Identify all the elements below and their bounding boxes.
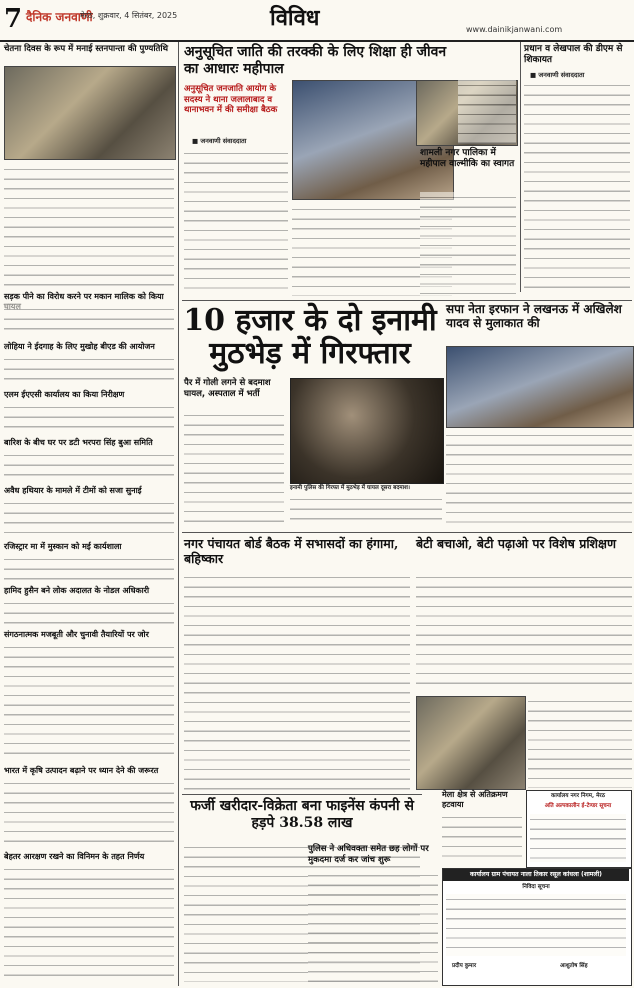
left-story-title: हामिद हुसैन बने लोक अदालत के नोडल अधिकारी <box>4 586 150 595</box>
section-rule <box>182 300 632 301</box>
section-rule <box>182 794 422 795</box>
section-rule <box>182 532 632 533</box>
right-body <box>524 80 630 294</box>
nagar-body <box>184 572 410 790</box>
right-title: प्रधान व लेखपाल की डीएम से शिकायत <box>524 44 623 66</box>
left-story-title: बारिश के बीच घर पर डटी भरपरा सिंह बुआ समिति <box>4 438 153 447</box>
tender-sign-left: प्रदीप कुमार <box>452 963 477 969</box>
column-rule <box>178 42 179 986</box>
left-story-title: एलम ईएएसी कार्यालय का किया निरीक्षण <box>4 390 125 399</box>
lead-byline: ■ जनवाणी संवाददाता <box>192 137 247 145</box>
encounter-photo <box>290 378 444 484</box>
left-body <box>4 864 174 982</box>
beti-photo <box>416 696 526 790</box>
right-byline: ■ जनवाणी संवाददाता <box>530 71 585 79</box>
left-story-title: सड़क पीने का विरोध करने पर मकान मालिक को किया <box>4 292 164 301</box>
mid-body-top <box>458 80 516 144</box>
sapa-body <box>446 430 632 528</box>
lead-subheadline: अनुसूचित जनजाति आयोग के सदस्य ने थाना जलालाबाद व थानाभवन में की समीक्षा बैठक <box>184 84 278 116</box>
dateline: मेरठ, शुक्रवार, 4 सितंबर, 2025 <box>80 11 178 20</box>
ad-office-sub: अति अल्पकालीन ई-टेण्डर सूचना <box>544 803 612 809</box>
mela-body <box>442 812 522 860</box>
beti-headline: बेटी बचाओ, बेटी पढ़ाओ पर विशेष प्रशिक्षण <box>416 536 617 551</box>
brand-logo: दैनिक जनवाणी <box>26 10 93 24</box>
ad-office-body <box>530 814 626 862</box>
police-body <box>308 870 438 982</box>
website-link[interactable]: www.dainikjanwani.com <box>466 25 563 34</box>
encounter-subheadline: पैर में गोली लगने से बदमाश घायल, अस्पताल में भर्ती <box>184 378 271 399</box>
left-story-title: बेहतर आरक्षण रखने का विनिमन के तहत निर्णय <box>4 852 145 861</box>
sapa-headline: सपा नेता इरफान ने लखनऊ में अखिलेश यादव से मुलाकात की <box>446 302 622 331</box>
left-body <box>4 642 174 762</box>
nagar-headline: नगर पंचायत बोर्ड बैठक में सभासदों का हंगामा, बहिष्कार <box>184 536 399 566</box>
mela-headline: मेला क्षेत्र से अतिक्रमण हटवाया <box>442 790 508 809</box>
left-body <box>4 498 174 538</box>
left-story-title: भारत में कृषि उत्पादन बढ़ाने पर ध्यान देने की जरूरत <box>4 766 159 775</box>
left-body-1 <box>4 164 174 288</box>
mid-title: शामली नगर पालिका में महीपाल वाल्मीकि का स्वागत <box>420 148 515 170</box>
lead-headline: अनुसूचित जाति की तरक्की के लिए शिक्षा ही जीवन का आधारः महीपाल <box>184 44 447 77</box>
left-photo-caption: चेतना दिवस के रूप में मनाई स्तनपान्ता की पुण्यतिथि <box>4 44 169 54</box>
left-body <box>4 402 174 434</box>
left-body <box>4 304 174 338</box>
fake-headline: फर्जी खरीदार-विक्रेता बना फाइनेंस कंपनी से हड़पे 38.58 लाख <box>190 798 414 831</box>
tender-title: कार्यालय ग्राम पंचायत नाला तिकार रसूल कांधला (शामली) <box>443 869 629 881</box>
page-number: 7 <box>4 4 23 34</box>
beti-body-2 <box>528 696 632 788</box>
beti-body <box>416 572 632 692</box>
left-story-title: रजिस्ट्रार मा में मुस्कान को मई कार्यशाला <box>4 542 122 551</box>
encounter-body <box>184 410 284 528</box>
column-rule <box>520 42 521 292</box>
left-story-title: संगठनात्मक मजबूती और चुनावी तैयारियों पर जोर <box>4 630 149 639</box>
police-headline: पुलिस ने अधिवक्ता समेत छह लोगों पर मुकदमा दर्ज कर जांच शुरू <box>308 844 429 865</box>
sapa-photo <box>446 346 634 428</box>
encounter-body-2 <box>290 494 442 528</box>
encounter-headline: 10 हजार के दो इनामी मुठभेड़ में गिरफ्तार <box>183 303 437 371</box>
mid-body <box>420 192 516 296</box>
left-body <box>4 554 174 582</box>
tender-sub: निविदा सूचना <box>522 884 550 890</box>
encounter-photo-caption: इनामी पुलिस की गिरफ्त में मुठभेड़ में घायल दूसरा बदमाश। <box>290 485 411 491</box>
ad-office-title: कार्यालय नगर निगम, मेरठ <box>551 793 605 799</box>
tender-sign-right: आशुतोष सिंह <box>560 963 588 969</box>
left-story-title: लोहिया ने ईदगाह के लिए मुखोह बीएड की आयोजन <box>4 342 155 351</box>
left-body <box>4 450 174 482</box>
left-body <box>4 354 174 386</box>
left-story-title: अवैध हथियार के मामले में टीमों को सजा सुनाई <box>4 486 142 495</box>
tender-body <box>446 894 626 956</box>
left-body <box>4 778 174 848</box>
left-photo <box>4 66 176 160</box>
section-title: विविध <box>270 5 320 31</box>
left-body <box>4 598 174 626</box>
lead-body <box>184 148 288 296</box>
